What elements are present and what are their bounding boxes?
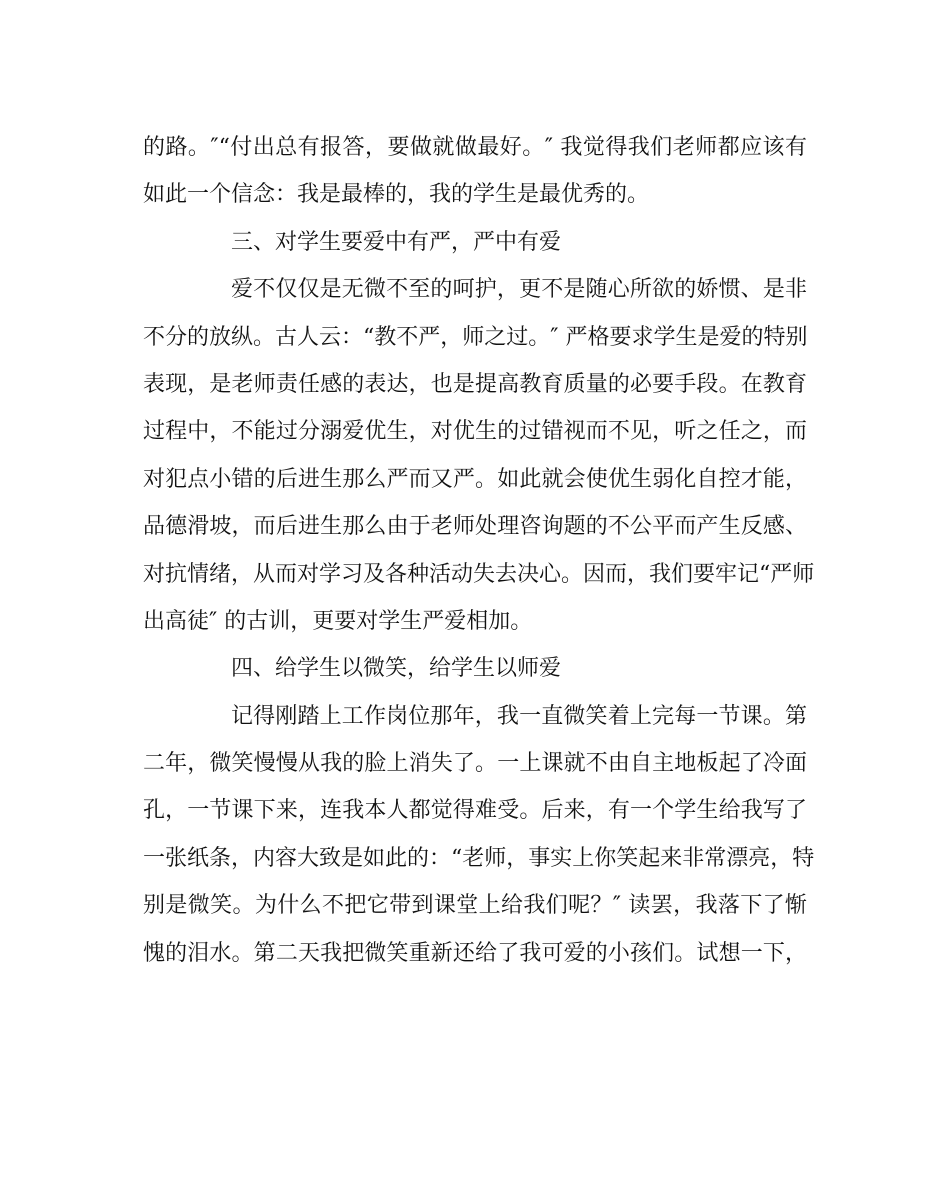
- section-heading: 三、对学生要爱中有严，严中有爱: [231, 229, 562, 255]
- paragraph-line: 不分的放纵。古人云：“教不严，师之过。″ 严格要求学生是爱的特别: [143, 324, 808, 350]
- paragraph-line: 对抗情绪，从而对学习及各种活动失去决心。因而，我们要牢记“严师: [143, 561, 815, 587]
- paragraph-line: 愧的泪水。第二天我把微笑重新还给了我可爱的小孩们。试想一下，: [143, 940, 807, 966]
- paragraph-line: 表现，是老师责任感的表达，也是提高教育质量的必要手段。在教育: [143, 371, 807, 397]
- paragraph-line: 记得刚踏上工作岗位那年，我一直微笑着上完每一节课。第: [231, 703, 807, 729]
- section-heading: 四、给学生以微笑，给学生以师爱: [231, 656, 562, 682]
- paragraph-line: 爱不仅仅是无微不至的呵护，更不是随心所欲的娇惯、是非: [231, 277, 807, 303]
- paragraph-line: 二年，微笑慢慢从我的脸上消失了。一上课就不由自主地板起了冷面: [143, 751, 807, 777]
- paragraph-line: 的路。″“付出总有报答，要做就做最好。″ 我觉得我们老师都应该有: [143, 135, 807, 160]
- paragraph-line: 孔，一节课下来，连我本人都觉得难受。后来，有一个学生给我写了: [143, 798, 807, 824]
- paragraph-line: 过程中，不能过分溺爱优生，对优生的过错视而不见，听之任之，而: [143, 419, 807, 445]
- paragraph-line: 别是微笑。为什么不把它带到课堂上给我们呢？″ 读罢，我落下了惭: [143, 893, 807, 919]
- paragraph-line: 出高徒″ 的古训，更要对学生严爱相加。: [143, 608, 533, 634]
- paragraph-line: 一张纸条，内容大致是如此的：“老师，事实上你笑起来非常漂亮，特: [143, 845, 815, 871]
- paragraph-line: 品德滑坡，而后进生那么由于老师处理咨询题的不公平而产生反感、: [143, 514, 807, 540]
- paragraph-line: 如此一个信念：我是最棒的，我的学生是最优秀的。: [143, 182, 650, 208]
- paragraph-line: 对犯点小错的后进生那么严而又严。如此就会使优生弱化自控才能，: [143, 466, 807, 492]
- body-text: [143, 124, 815, 977]
